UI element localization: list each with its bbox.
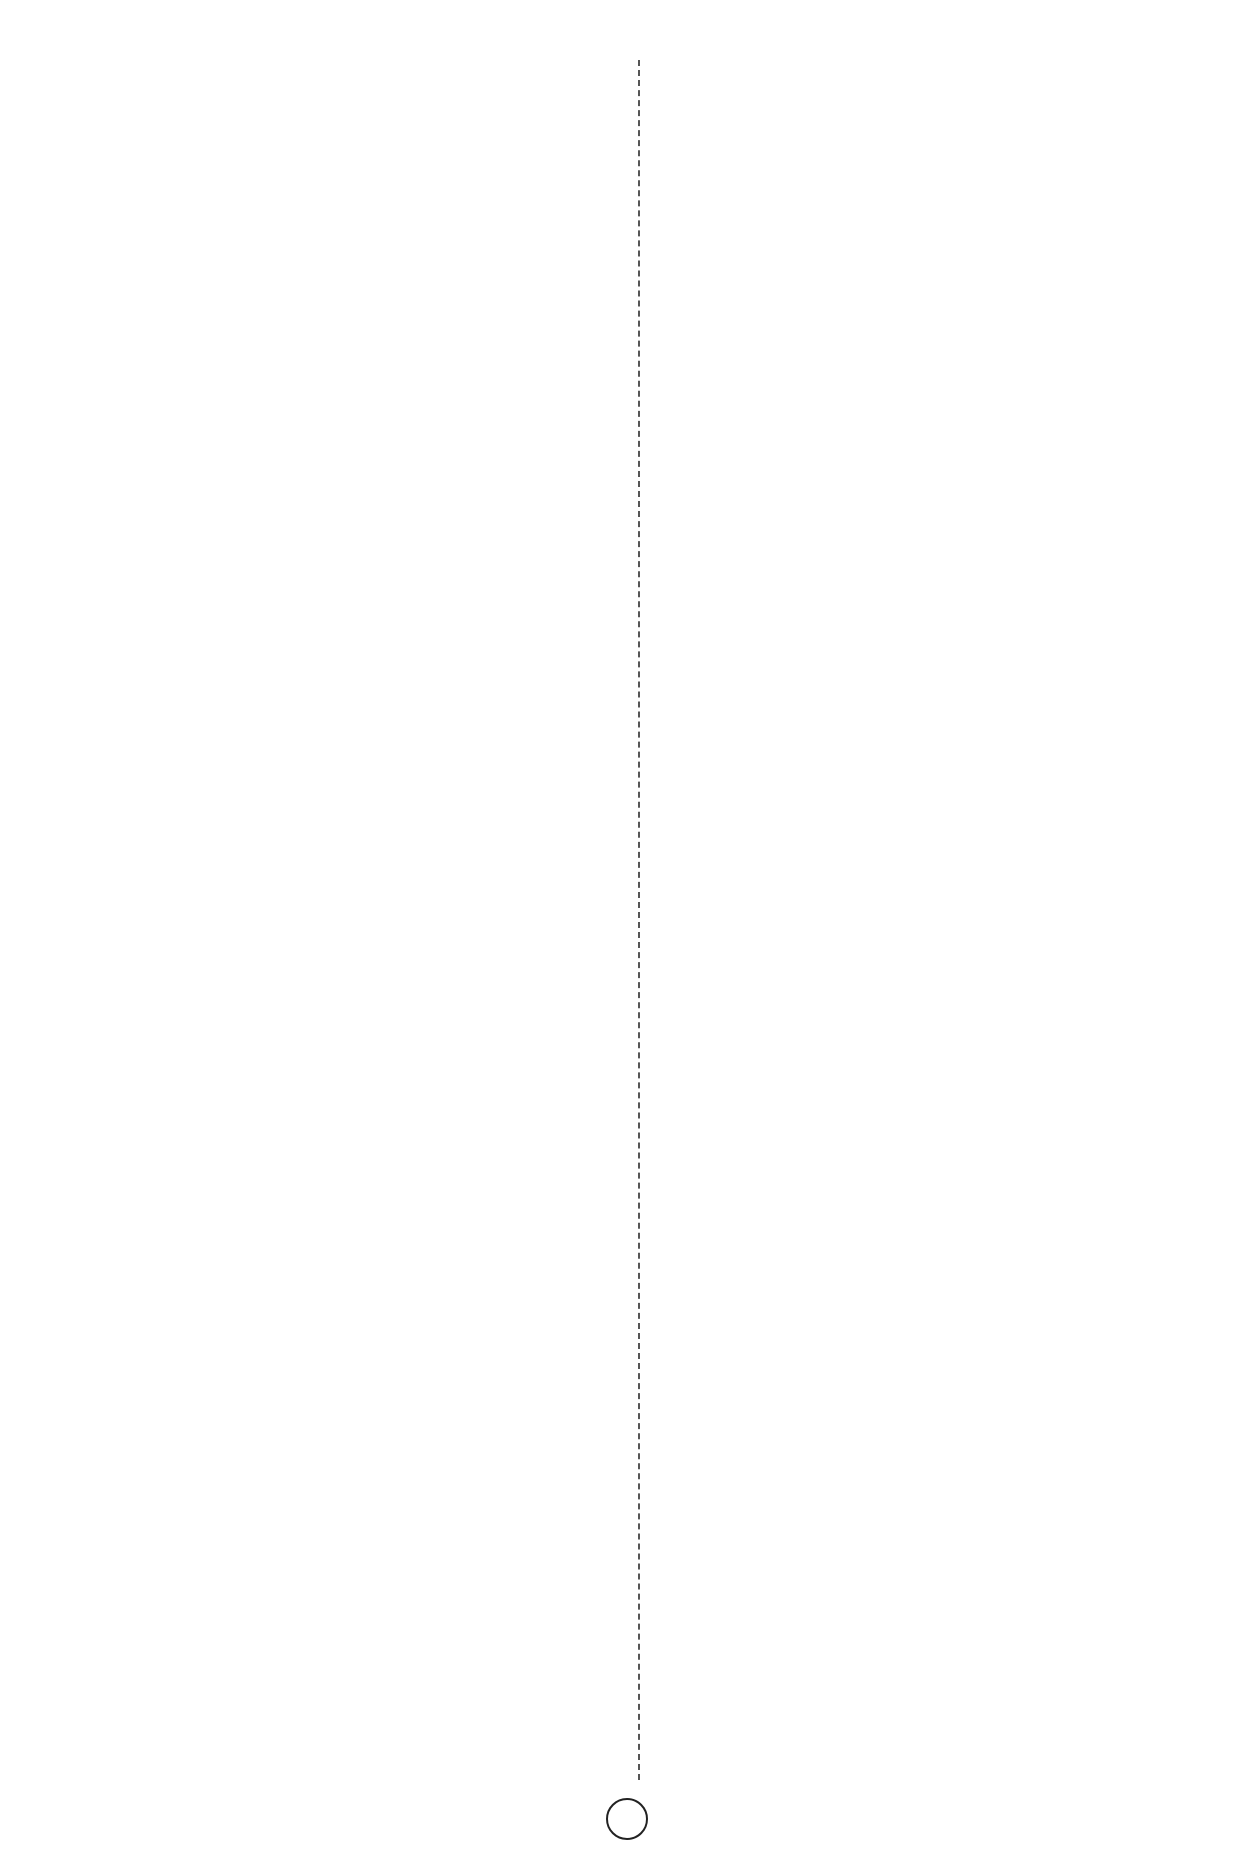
page-number — [606, 1798, 648, 1840]
column-divider — [638, 60, 640, 1780]
